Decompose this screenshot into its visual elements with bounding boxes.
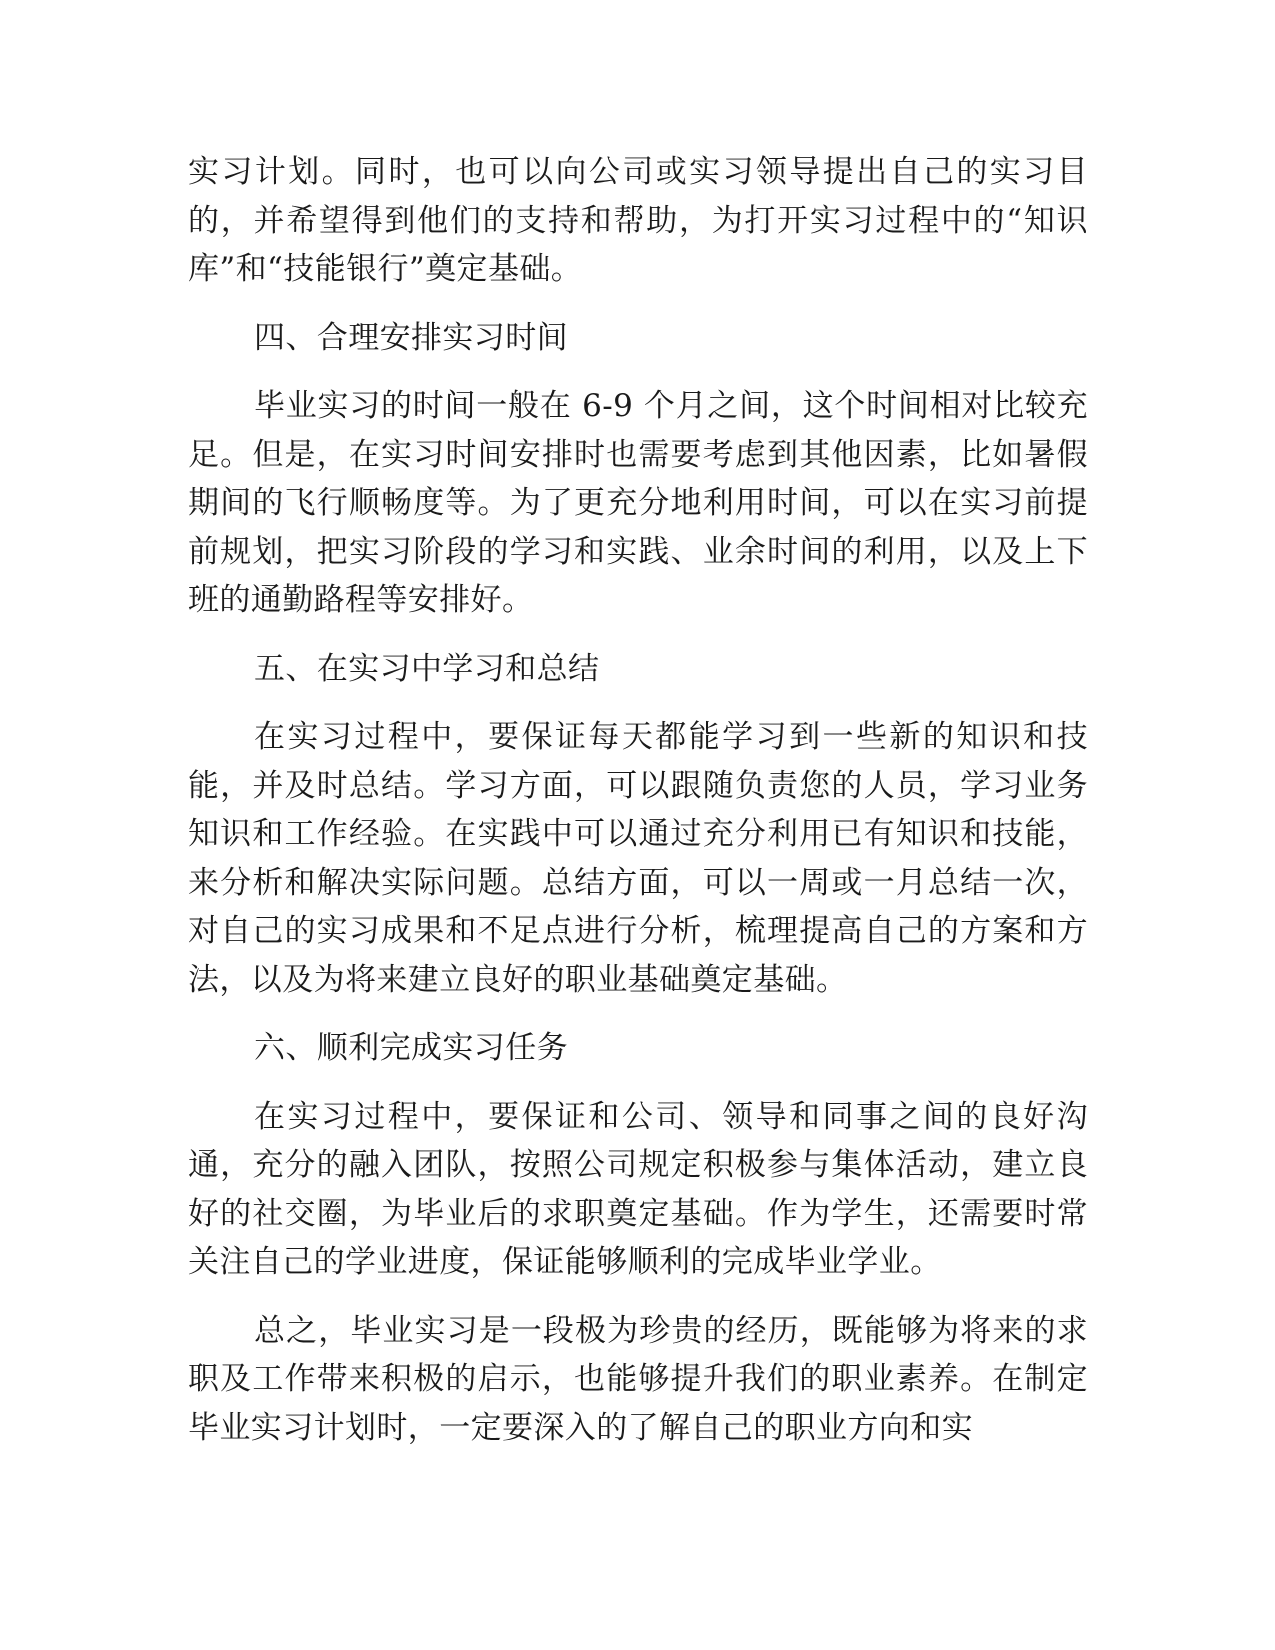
section-heading-5: 五、在实习中学习和总结 [254,650,600,687]
section-heading-6: 六、顺利完成实习任务 [254,1030,568,1066]
paragraph-continuation: 实习计划。同时，也可以向公司或实习领导提出自己的实习目的，并希望得到他们的支持和帮助，为打开实习过程中的“知识库”和“技能银行”奠定基础。 [188,154,1088,287]
document-body [188,148,1088,1472]
section-heading-4: 四、合理安排实习时间 [254,319,568,356]
paragraph-conclusion: 总之，毕业实习是一段极为珍贵的经历，既能够为将来的求职及工作带来积极的启示，也能够提升我们的职业素养。在制定毕业实习计划时，一定要深入的了解自己的职业方向和实 [188,1312,1088,1446]
paragraph-learn-summarize: 在实习过程中，要保证每天都能学习到一些新的知识和技能，并及时总结。学习方面，可以跟随负责您的人员，学习业务知识和工作经验。在实践中可以通过充分利用已有知识和技能，来分析和解决实际问题。总结方面，可以一周或一月总结一次，对自己的实习成果和不足点进行分析，梳理提高自己的方案和方法，以及为将来建立良好的职业基础奠定基础。 [188,719,1088,998]
paragraph-complete-tasks: 在实习过程中，要保证和公司、领导和同事之间的良好沟通，充分的融入团队，按照公司规定积极参与集体活动，建立良好的社交圈，为毕业后的求职奠定基础。作为学生，还需要时常关注自己的学业进度，保证能够顺利的完成毕业学业。 [188,1098,1088,1280]
paragraph-internship-time: 毕业实习的时间一般在 6-9 个月之间，这个时间相对比较充足。但是，在实习时间安排时也需要考虑到其他因素，比如暑假期间的飞行顺畅度等。为了更充分地利用时间，可以在实习前提前规划，把实习阶段的学习和实践、业余时间的利用，以及上下班的通勤路程等安排好。 [188,388,1088,618]
